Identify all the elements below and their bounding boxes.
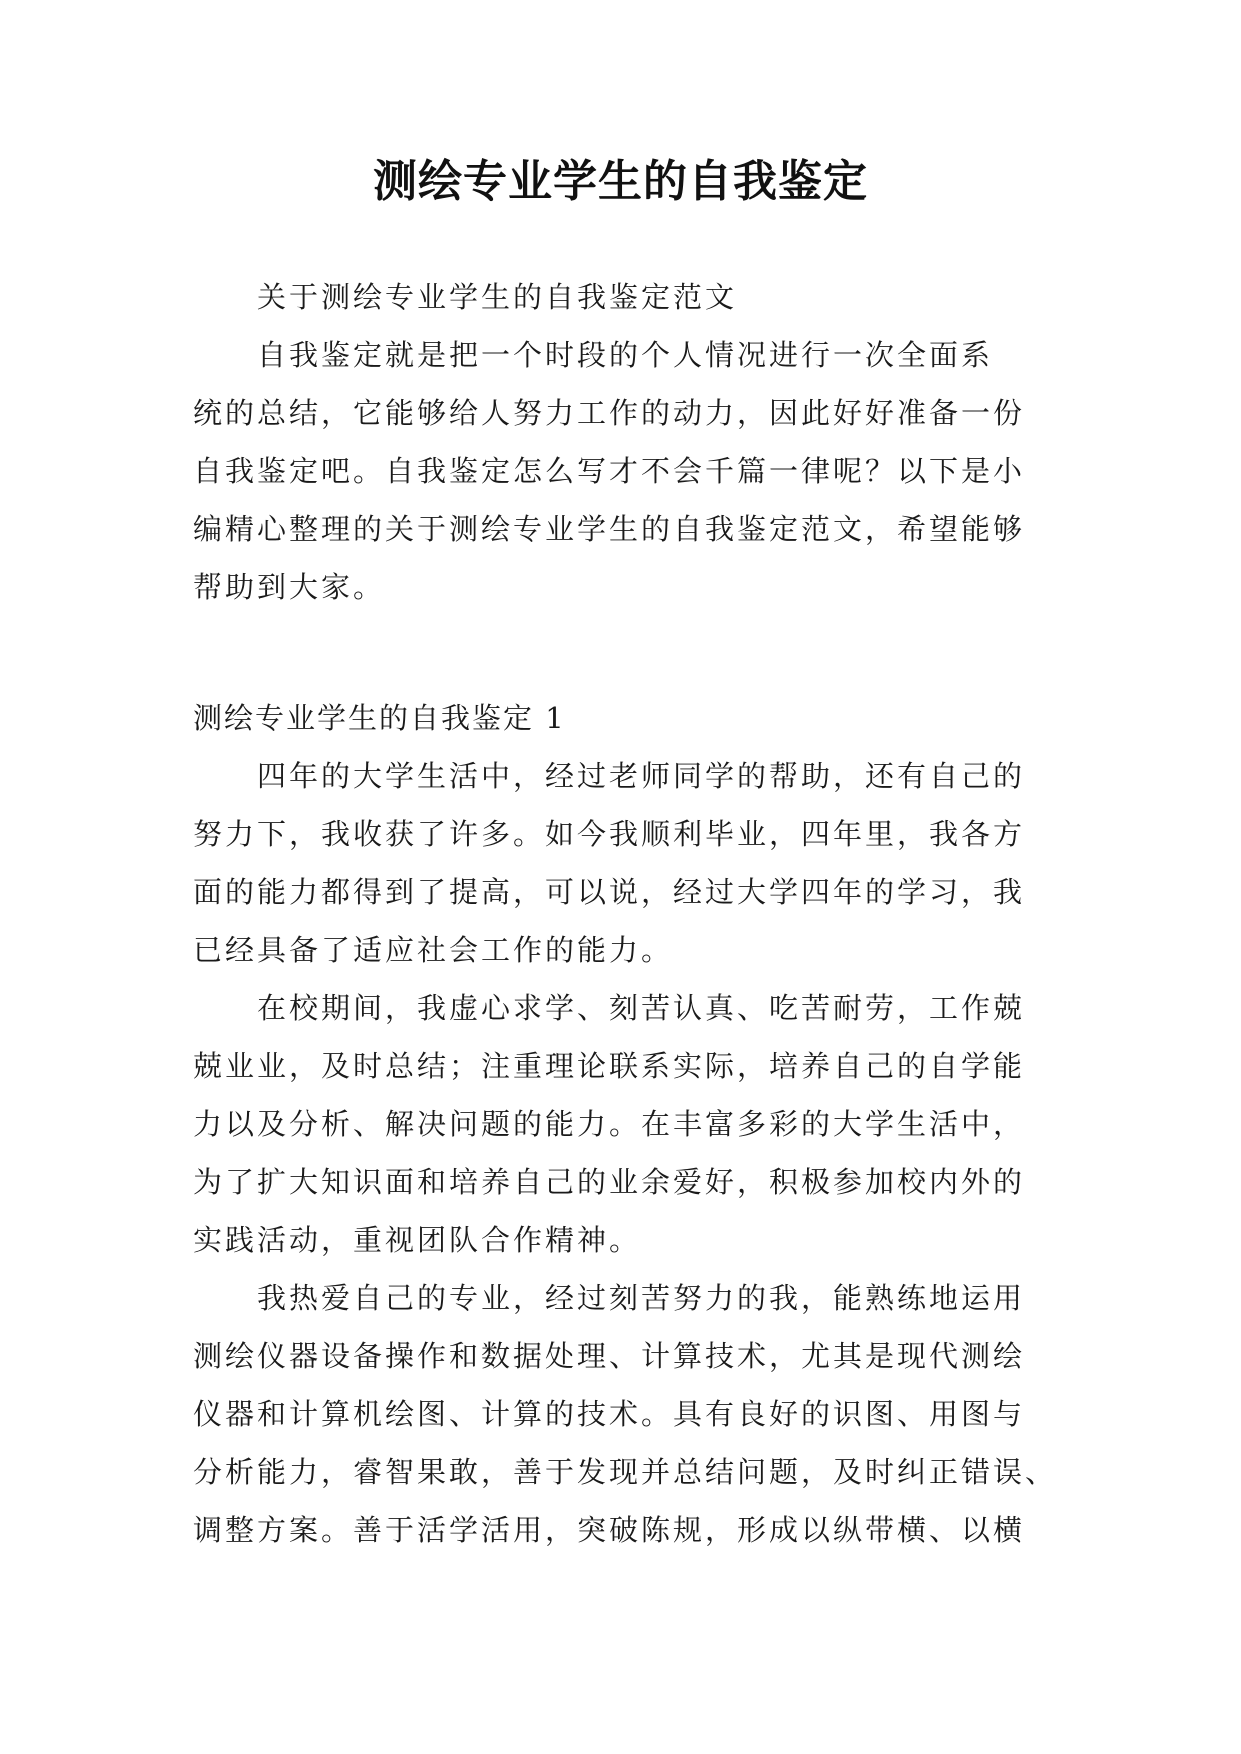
paragraph-2: [193, 979, 1053, 1269]
intro-line-1: 自我鉴定就是把一个时段的个人情况进行一次全面系: [257, 338, 994, 372]
paragraph-1-line-3: 面的能力都得到了提高，可以说，经过大学四年的学习，我: [193, 875, 1026, 909]
section-heading-block: [193, 689, 1053, 747]
paragraph-3-line-1: 我热爱自己的专业，经过刻苦努力的我，能熟练地运用: [257, 1281, 1026, 1315]
paragraph-2-line-5: 实践活动，重视团队合作精神。: [193, 1223, 642, 1257]
paragraph-1-line-1: 四年的大学生活中，经过老师同学的帮助，还有自己的: [257, 759, 1026, 793]
section-heading: 测绘专业学生的自我鉴定 1: [193, 701, 566, 735]
paragraph-3-line-2: 测绘仪器设备操作和数据处理、计算技术，尤其是现代测绘: [193, 1339, 1026, 1373]
paragraph-3-line-3: 仪器和计算机绘图、计算的技术。具有良好的识图、用图与: [193, 1397, 1026, 1431]
intro-line-4: 编精心整理的关于测绘专业学生的自我鉴定范文，希望能够: [193, 512, 1026, 546]
paragraph-3-line-5: 调整方案。善于活学活用，突破陈规，形成以纵带横、以横: [193, 1513, 1026, 1547]
subtitle-block: [193, 268, 1053, 326]
paragraph-2-line-1: 在校期间，我虚心求学、刻苦认真、吃苦耐劳，工作兢: [257, 991, 1026, 1025]
paragraph-2-line-4: 为了扩大知识面和培养自己的业余爱好，积极参加校内外的: [193, 1165, 1026, 1199]
paragraph-3-line-4: 分析能力，睿智果敢，善于发现并总结问题，及时纠正错误、: [193, 1455, 1058, 1489]
intro-line-2: 统的总结，它能够给人努力工作的动力，因此好好准备一份: [193, 396, 1026, 430]
document-title: 测绘专业学生的自我鉴定: [373, 156, 868, 207]
paragraph-1: [193, 747, 1053, 979]
intro-line-5: 帮助到大家。: [193, 570, 386, 604]
document-subtitle: 关于测绘专业学生的自我鉴定范文: [257, 280, 738, 314]
paragraph-1-line-4: 已经具备了适应社会工作的能力。: [193, 933, 674, 967]
intro-line-3: 自我鉴定吧。自我鉴定怎么写才不会千篇一律呢？以下是小: [193, 454, 1026, 488]
intro-paragraph: [193, 326, 1053, 616]
paragraph-2-line-2: 兢业业，及时总结；注重理论联系实际，培养自己的自学能: [193, 1049, 1026, 1083]
paragraph-3: [193, 1269, 1058, 1559]
paragraph-2-line-3: 力以及分析、解决问题的能力。在丰富多彩的大学生活中，: [193, 1107, 1026, 1141]
paragraph-1-line-2: 努力下，我收获了许多。如今我顺利毕业，四年里，我各方: [193, 817, 1026, 851]
